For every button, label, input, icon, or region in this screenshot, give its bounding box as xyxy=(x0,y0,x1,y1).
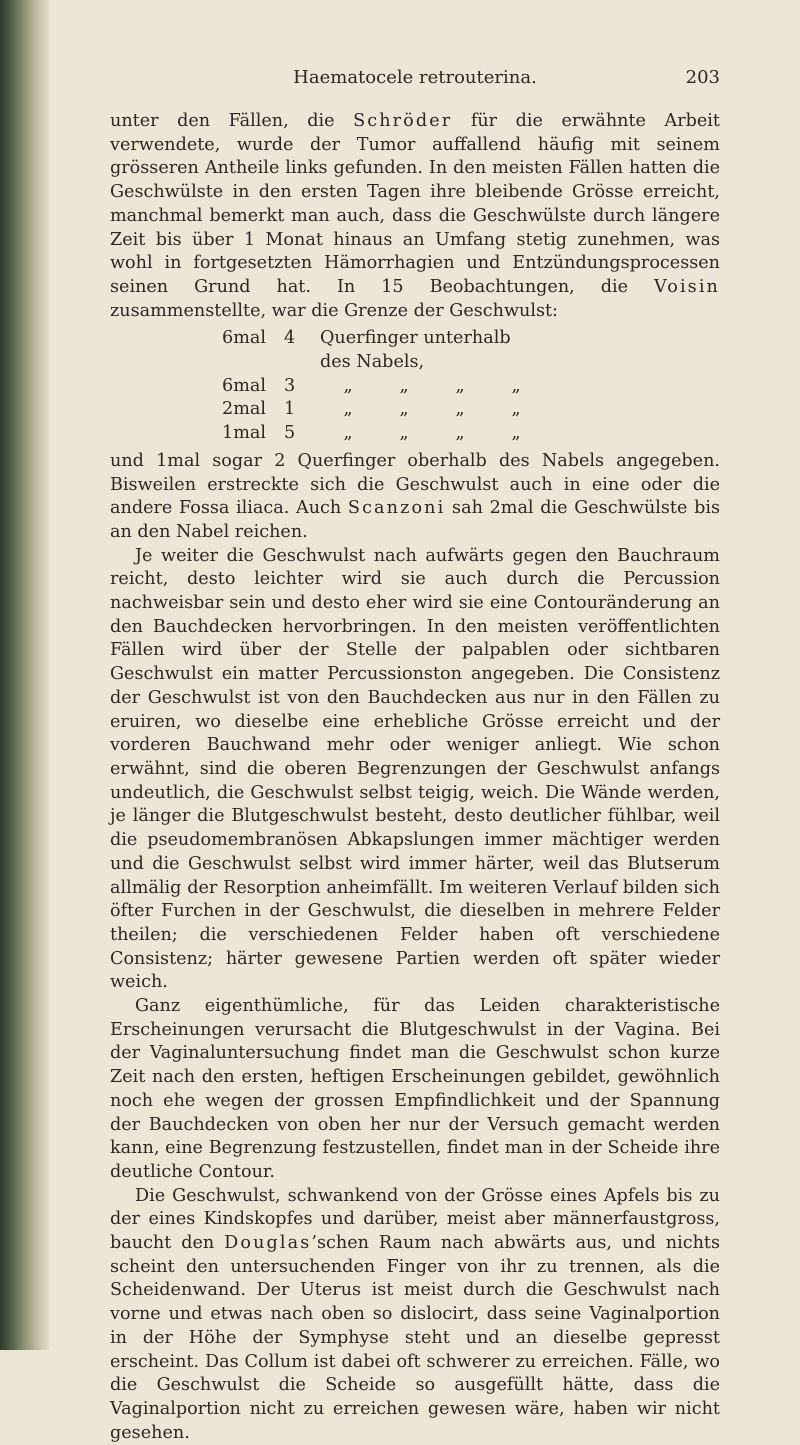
author-name-voisin: Voisin xyxy=(654,276,720,297)
running-header xyxy=(110,67,720,95)
list-item: 1mal 5 „ „ „ „ xyxy=(222,423,521,444)
paragraph-5: Die Geschwulst, schwankend von der Grösse eines Apfels bis zu der eines Kindskopfes und darüber, meist aber männerfaustgross, baucht den Douglas’schen Raum nach abwärts aus, und nichts scheint den untersuchenden Finger von ihr zu trennen, als die Scheidenwand. Der Uterus ist meist durch die Geschwulst nach vorne und etwas nach oben so dislocirt, dass seine Vaginalportion in der Höhe der Symphyse steht und an dieselbe gepresst erscheint. Das Collum ist dabei oft schwerer zu erreichen. Fälle, wo die Geschwulst die Scheide so ausgefüllt hätte, dass die Vaginalportion nicht zu erreichen gewesen wäre, haben wir nicht gesehen. xyxy=(110,1185,720,1443)
page-gutter-shadow xyxy=(0,0,50,1350)
paragraph-2: und 1mal sogar 2 Querfinger oberhalb des Nabels angegeben. Bisweilen erstreckte sich die Geschwulst auch in eine oder die andere Fossa iliaca. Auch Scanzoni sah 2mal die Geschwülste bis an den Nabel reichen. xyxy=(110,450,720,542)
text-body xyxy=(110,110,720,1445)
finger-width-list xyxy=(222,327,544,446)
list-item: 6mal 3 „ „ „ „ xyxy=(222,375,521,396)
author-name-douglas: Douglas xyxy=(224,1233,312,1254)
paragraph-1: unter den Fällen, die Schröder für die erwähnte Arbeit verwendete, wurde der Tumor auffallend häufig mit seinem grösseren Antheile links gefunden. In den meisten Fällen hatten die Geschwülste in den ersten Tagen ihre bleibende Grösse erreicht, manchmal bemerkt man auch, dass die Geschwülste durch längere Zeit bis über 1 Monat hinaus an Umfang stetig zunehmen, was wohl in fortgesetzten Hämorrhagien und Entzündungsprocessen seinen Grund hat. In 15 Beobachtungen, die Voisin zusammenstellte, war die Grenze der Geschwulst: xyxy=(110,111,720,321)
paragraph-3: Je weiter die Geschwulst nach aufwärts gegen den Bauchraum reicht, desto leichter wird sie auch durch die Percussion nachweisbar sein und desto eher wird sie eine Contouränderung an den Bauchdecken hervorbringen. In den meisten veröffentlichten Fällen wird über der Stelle der palpablen oder sichtbaren Geschwulst ein matter Percussionston angegeben. Die Consistenz der Geschwulst ist von den Bauchdecken aus nur in den Fällen zu eruiren, wo dieselbe eine erhebliche Grösse erreicht und der vorderen Bauchwand mehr oder weniger anliegt. Wie schon erwähnt, sind die oberen Begrenzungen der Geschwulst anfangs undeutlich, die Geschwulst selbst teigig, weich. Die Wände werden, je länger die Blutgeschwulst besteht, desto deutlicher fühlbar, weil die pseudomembranösen Abkapslungen immer mächtiger werden und die Geschwulst selbst wird immer härter, weil das Blutserum allmälig der Resorption anheimfällt. Im weiteren Verlauf bilden sich öfter Furchen in der Geschwulst, die dieselben in mehrere Felder theilen; die verschiedenen Felder haben oft verschiedene Consistenz; härter gewesene Partien werden oft später wieder weich. xyxy=(110,545,720,993)
author-name-schroeder: Schröder xyxy=(353,111,453,131)
page-number: 203 xyxy=(685,67,720,88)
paragraph-4: Ganz eigenthümliche, für das Leiden charakteristische Erscheinungen verursacht die Blutgeschwulst in der Vagina. Bei der Vaginaluntersuchung findet man die Geschwulst schon kurze Zeit nach den ersten, heftigen Erscheinungen gebildet, gewöhnlich noch ehe wegen der grossen Empfindlichkeit und der Spannung der Bauchdecken von oben her nur der Versuch gemacht werden kann, eine Begrenzung festzustellen, findet man in der Scheide ihre deutliche Contour. xyxy=(110,996,720,1182)
list-item: 6mal 4 Querfinger unterhalb des Nabels, xyxy=(222,328,511,373)
author-name-scanzoni: Scanzoni xyxy=(347,498,446,519)
running-title: Haematocele retrouterina. xyxy=(293,67,537,88)
list-item: 2mal 1 „ „ „ „ xyxy=(222,399,521,420)
